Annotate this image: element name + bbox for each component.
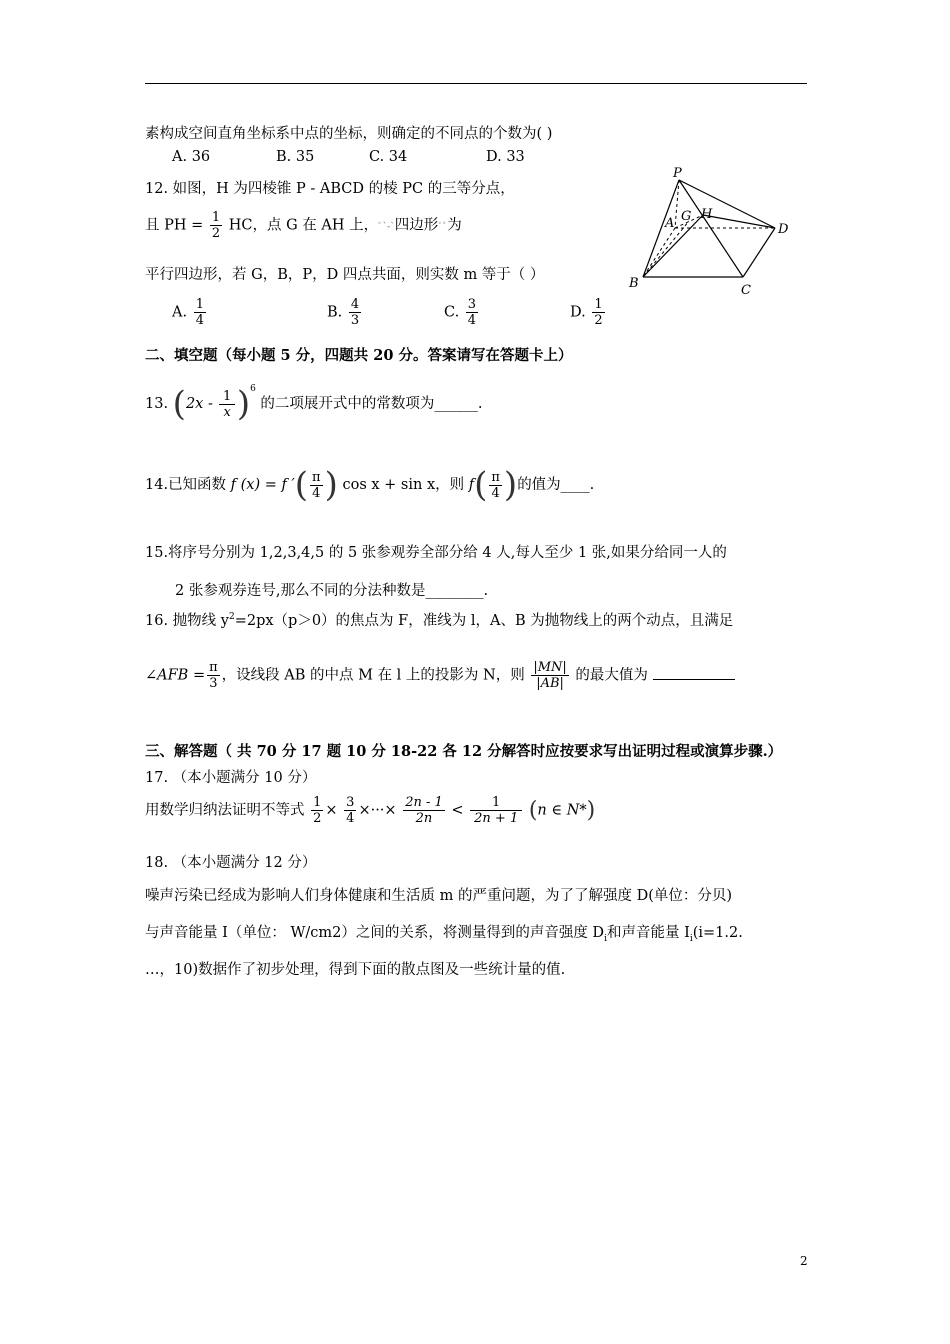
q15-line2: 2 张参观券连号,那么不同的分法种数是________. [175, 583, 489, 599]
q18-heading: 18. （本小题满分 12 分） [145, 855, 317, 871]
q11-option-a: A. 36 [172, 149, 211, 165]
label-a: A [665, 216, 675, 231]
q16-line2: ∠AFB = $\frac{\pi}{3}$ ，设线段 AB 的中点 M 在 l 上的投影为 N，则 $\frac{|MN|}{|AB|}$ 的最大值为 [145, 660, 735, 691]
q12-option-d: D. $\frac{1}{2}$ [570, 297, 603, 328]
q11-tail: 素构成空间直角坐标系中点的坐标，则确定的不同点的个数为( ) [145, 126, 553, 142]
q12-line2: 且 PH = $\frac{1}{2}$ HC，点 G 在 AH 上，ﾟ`-`四边形ﾟﾟ为 [145, 210, 462, 241]
q12-option-c: C. $\frac{3}{4}$ [444, 297, 477, 328]
q18-line1: 噪声污染已经成为影响人们身体健康和生活质 m 的严重问题，为了了解强度 D(单位：分贝) [145, 888, 733, 904]
label-p: P [673, 166, 682, 181]
section-2-heading: 二、填空题（每小题 5 分，四题共 20 分。答案请写在答题卡上） [145, 347, 573, 364]
q15-line1: 15.将序号分别为 1,2,3,4,5 的 5 张参观券全部分给 4 人,每人至少 1 张,如果分给同一人的 [145, 545, 727, 561]
q14: 14.已知函数 f (x) = f ′( $\frac{\pi}{4}$ ) cos x + sin x，则 f( $\frac{\pi}{4}$ )的值为____. [145, 465, 595, 505]
q11-option-c: C. 34 [369, 149, 408, 165]
q12-line3: 平行四边形，若 G，B，P，D 四点共面，则实数 m 等于（ ） [145, 267, 545, 283]
q12-line1: 12. 如图，H 为四棱锥 P - ABCD 的棱 PC 的三等分点， [145, 181, 515, 197]
q12-fraction: $\frac{1}{2}$ [211, 210, 221, 241]
q18-line3: …，10)数据作了初步处理，得到下面的散点图及一些统计量的值. [145, 962, 566, 978]
header-rule [145, 83, 807, 84]
q17-heading: 17. （本小题满分 10 分） [145, 770, 317, 786]
q17-body: 用数学归纳法证明不等式 $\frac{1}{2}$ × $\frac{3}{4}$ ×···× $\frac{2n - 1}{2n}$ < $\frac{1}{2n + 1}$ (n ∈ N*) [145, 795, 596, 826]
edge-pd [679, 180, 775, 228]
pyramid-figure [625, 165, 800, 300]
q12-option-b: B. $\frac{4}{3}$ [327, 297, 360, 328]
q11-option-d: D. 33 [486, 149, 525, 165]
q18-line2: 与声音能量 I（单位： W/cm2）之间的关系，将测量得到的声音强度 $D_i$和声音能量 $I_i(i=1.2$. [145, 925, 743, 944]
q12-option-a: A. $\frac{1}{4}$ [172, 297, 204, 328]
label-c: C [741, 283, 751, 298]
label-h: H [701, 207, 713, 222]
label-b: B [629, 276, 639, 291]
label-d: D [778, 222, 789, 237]
label-g: G [681, 209, 692, 224]
edge-cd [743, 228, 775, 277]
q13: 13. (2x - $\frac{1}{x}$ )$^6$ 的二项展开式中的常数项为______. [145, 384, 483, 424]
page-number: 2 [800, 1254, 808, 1268]
section-3-heading: 三、解答题（ 共 70 分 17 题 10 分 18-22 各 12 分解答时应按要求写出证明过程或演算步骤.） [145, 743, 783, 760]
q11-option-b: B. 35 [276, 149, 315, 165]
edge-pa [675, 180, 679, 228]
segment-hd [703, 215, 775, 228]
q16-line1: 16. 抛物线 $y^2=2px(p>0)$的焦点为 F，准线为 l，A、B 为抛物线上的两个动点，且满足 [145, 612, 734, 629]
